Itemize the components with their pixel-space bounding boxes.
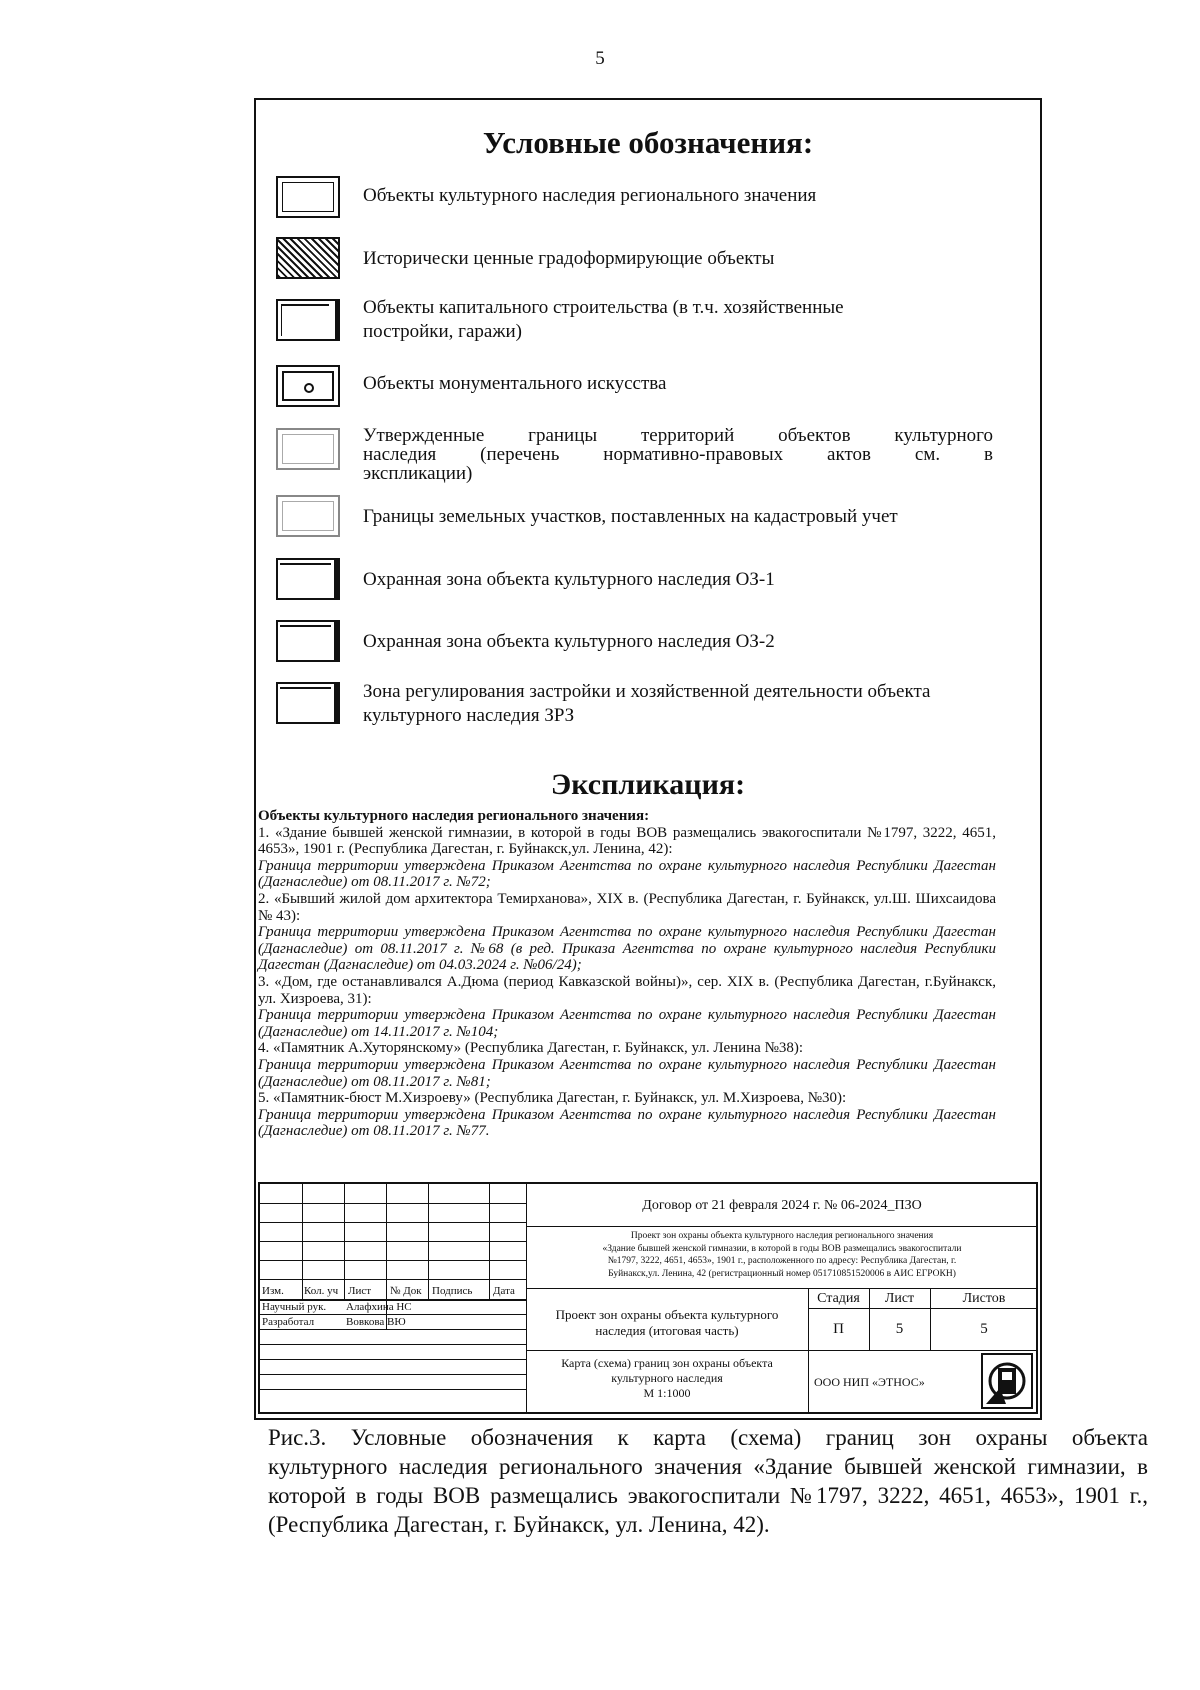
col-list: Лист <box>348 1285 372 1297</box>
project-description <box>526 1230 1038 1280</box>
caption-line-1: Рис.3. Условные обозначения к карта (схема) границ зон охраны объекта <box>268 1425 1148 1450</box>
legend-title: Условные обозначения: <box>482 125 814 160</box>
entry-1-note: Граница территории утверждена Приказом Агентства по охране культурного наследия Республики Дагестан (Дагнаследие) от 08.11.2017 г. №72; <box>258 857 996 891</box>
map-title-line-1: Карта (схема) границ зон охраны объекта <box>561 1356 773 1370</box>
explication-title: Экспликация: <box>550 768 746 801</box>
project-part-line-1: Проект зон охраны объекта культурного <box>555 1307 779 1322</box>
figure-caption <box>268 1423 1148 1539</box>
explication-section: Объекты культурного наследия регионального значения: <box>258 808 650 824</box>
organization: ООО НИП «ЭТНОС» <box>814 1375 925 1389</box>
entry-2-note: Граница территории утверждена Приказом Агентства по охране культурного наследия Республики Дагестан (Дагнаследие) от 08.11.2017 г. №68 (в ред. Приказа Агентства по охране культурного наследия Республики Дагестан (Дагнаследие) от 04.03.2024 г. №06/24); <box>258 924 996 974</box>
approved-boundary-symbol <box>276 428 340 470</box>
project-line-4: Буйнакск,ул. Ленина, 42 (регистрационный номер 051710851520006 в АИС ЕГРОКН) <box>608 1268 956 1279</box>
grid-line <box>260 1329 526 1330</box>
legend-label-1: Объекты культурного наследия регионального значения <box>363 185 817 206</box>
cultural-heritage-symbol <box>276 176 340 218</box>
entry-5: 5. «Памятник-бюст М.Хизроеву» (Республика Дагестан, г. Буйнакск, ул. М.Хизроева, №30): <box>258 1090 847 1107</box>
col-date: Дата <box>493 1285 515 1297</box>
grid-line <box>260 1389 526 1390</box>
grid-line <box>260 1222 526 1223</box>
sheet-value: 5 <box>895 1321 904 1337</box>
grid-line <box>260 1314 526 1315</box>
grid-line <box>808 1308 1038 1309</box>
map-scale: М 1:1000 <box>643 1386 691 1400</box>
sheet-label: Лист <box>884 1291 915 1306</box>
stage-label: Стадия <box>817 1291 860 1306</box>
legend-label-7: Охранная зона объекта культурного наследия ОЗ-1 <box>363 569 775 590</box>
legend-label-5 <box>363 426 993 483</box>
project-line-3: №1797, 3222, 4651, 4653», 1901 г., расположенного по адресу: Республика Дагестан, г. <box>607 1256 957 1267</box>
project-line-1: Проект зон охраны объекта культурного наследия регионального значения <box>630 1231 934 1241</box>
grid-line <box>260 1203 526 1204</box>
title-block <box>258 1182 1038 1414</box>
caption-line-2: культурного наследия регионального значения «Здание бывшей женской гимназии, в <box>268 1454 1148 1479</box>
grid-line <box>260 1359 526 1360</box>
explication-body <box>258 808 996 1140</box>
project-part-line-2: наследия (итоговая часть) <box>595 1323 739 1338</box>
grid-line <box>526 1288 1038 1289</box>
map-title <box>526 1356 808 1401</box>
entry-4-note: Граница территории утверждена Приказом Агентства по охране культурного наследия Республики Дагестан (Дагнаследие) от 08.11.2017 г. №81; <box>258 1056 996 1090</box>
zone-zrz-symbol <box>276 682 340 724</box>
legend-label-6: Границы земельных участков, поставленных на кадастровый учет <box>363 506 898 527</box>
legend-label-5-line2: наследия (перечень нормативно-правовых актов см. в <box>363 444 993 465</box>
entry-1: 1. «Здание бывшей женской гимназии, в которой в годы ВОВ размещались эвакогоспитали №1797, 3222, 4651, 4653», 1901 г. (Республика Дагестан, г. Буйнакск,ул. Ленина, 42): <box>258 824 996 858</box>
entry-3: 3. «Дом, где останавливался А.Дюма (период Кавказской войны)», сер. XIX в. (Республика Дагестан, г.Буйнакск, ул. Хизроева, 31): <box>258 973 996 1007</box>
role-2: Разработал <box>262 1316 315 1328</box>
legend-label-8: Охранная зона объекта культурного наследия ОЗ-2 <box>363 631 775 652</box>
legend-label-3-line1: Объекты капитального строительства (в т.ч. хозяйственные <box>363 297 844 318</box>
contract-number: Договор от 21 февраля 2024 г. № 06-2024_ПЗО <box>642 1198 922 1213</box>
col-izm: Изм. <box>262 1285 284 1297</box>
legend-label-3 <box>363 296 993 344</box>
capital-construction-symbol <box>276 299 340 341</box>
project-part <box>526 1307 808 1339</box>
stage-value: П <box>833 1321 844 1337</box>
circle-icon <box>304 383 314 393</box>
grid-line <box>526 1226 1038 1227</box>
sheets-value: 5 <box>980 1321 988 1337</box>
land-plot-symbol <box>276 495 340 537</box>
grid-line <box>260 1374 526 1375</box>
grid-line <box>260 1344 526 1345</box>
entry-3-note: Граница территории утверждена Приказом Агентства по охране культурного наследия Республики Дагестан (Дагнаследие) от 14.11.2017 г. №104; <box>258 1007 996 1040</box>
legend-label-9-line1: Зона регулирования застройки и хозяйственной деятельности объекта <box>363 681 931 702</box>
project-line-2: «Здание бывшей женской гимназии, в которой в годы ВОВ размещались эвакогоспитали <box>602 1243 962 1254</box>
legend-label-5-line3: экспликации) <box>363 463 473 484</box>
page-number: 5 <box>595 48 605 69</box>
col-sign: Подпись <box>432 1285 473 1297</box>
zone-oz2-symbol <box>276 620 340 662</box>
grid-line <box>526 1350 1038 1351</box>
monument-symbol <box>276 365 340 407</box>
map-title-line-2: культурного наследия <box>611 1371 723 1385</box>
col-doc: № Док <box>390 1285 422 1297</box>
sheets-label: Листов <box>962 1291 1006 1306</box>
entry-5-note: Граница территории утверждена Приказом Агентства по охране культурного наследия Республики Дагестан (Дагнаследие) от 08.11.2017 г. №77. <box>258 1106 996 1140</box>
caption-line-4: (Республика Дагестан, г. Буйнакск, ул. Ленина, 42). <box>268 1512 770 1537</box>
grid-line <box>260 1279 526 1280</box>
hatched-symbol <box>276 237 340 279</box>
legend-label-3-line2: постройки, гаражи) <box>363 321 522 342</box>
grid-line <box>260 1241 526 1242</box>
legend-label-4: Объекты монументального искусства <box>363 373 667 394</box>
caption-line-3: которой в годы ВОВ размещались эвакогоспитали №1797, 3222, 4651, 4653», 1901 г., <box>268 1483 1148 1508</box>
name-2: Вовкова ВЮ <box>346 1316 406 1328</box>
role-1: Научный рук. <box>262 1301 327 1313</box>
legend-label-9 <box>363 680 993 728</box>
col-kol: Кол. уч <box>304 1285 339 1297</box>
organization-logo <box>980 1352 1034 1410</box>
grid-line <box>260 1260 526 1261</box>
legend-label-5-line1: Утвержденные границы территорий объектов культурного <box>363 425 993 446</box>
grid-line <box>808 1288 809 1414</box>
entry-2: 2. «Бывший жилой дом архитектора Темирханова», XIX в. (Республика Дагестан, г. Буйнакск, ул.Ш. Шихсаидова № 43): <box>258 890 996 924</box>
name-1: Алафхина НС <box>346 1301 412 1313</box>
legend-label-9-line2: культурного наследия ЗРЗ <box>363 705 575 726</box>
zone-oz1-symbol <box>276 558 340 600</box>
legend-label-2: Исторически ценные градоформирующие объекты <box>363 248 775 269</box>
entry-4: 4. «Памятник А.Хуторянскому» (Республика Дагестан, г. Буйнакск, ул. Ленина №38): <box>258 1040 804 1057</box>
